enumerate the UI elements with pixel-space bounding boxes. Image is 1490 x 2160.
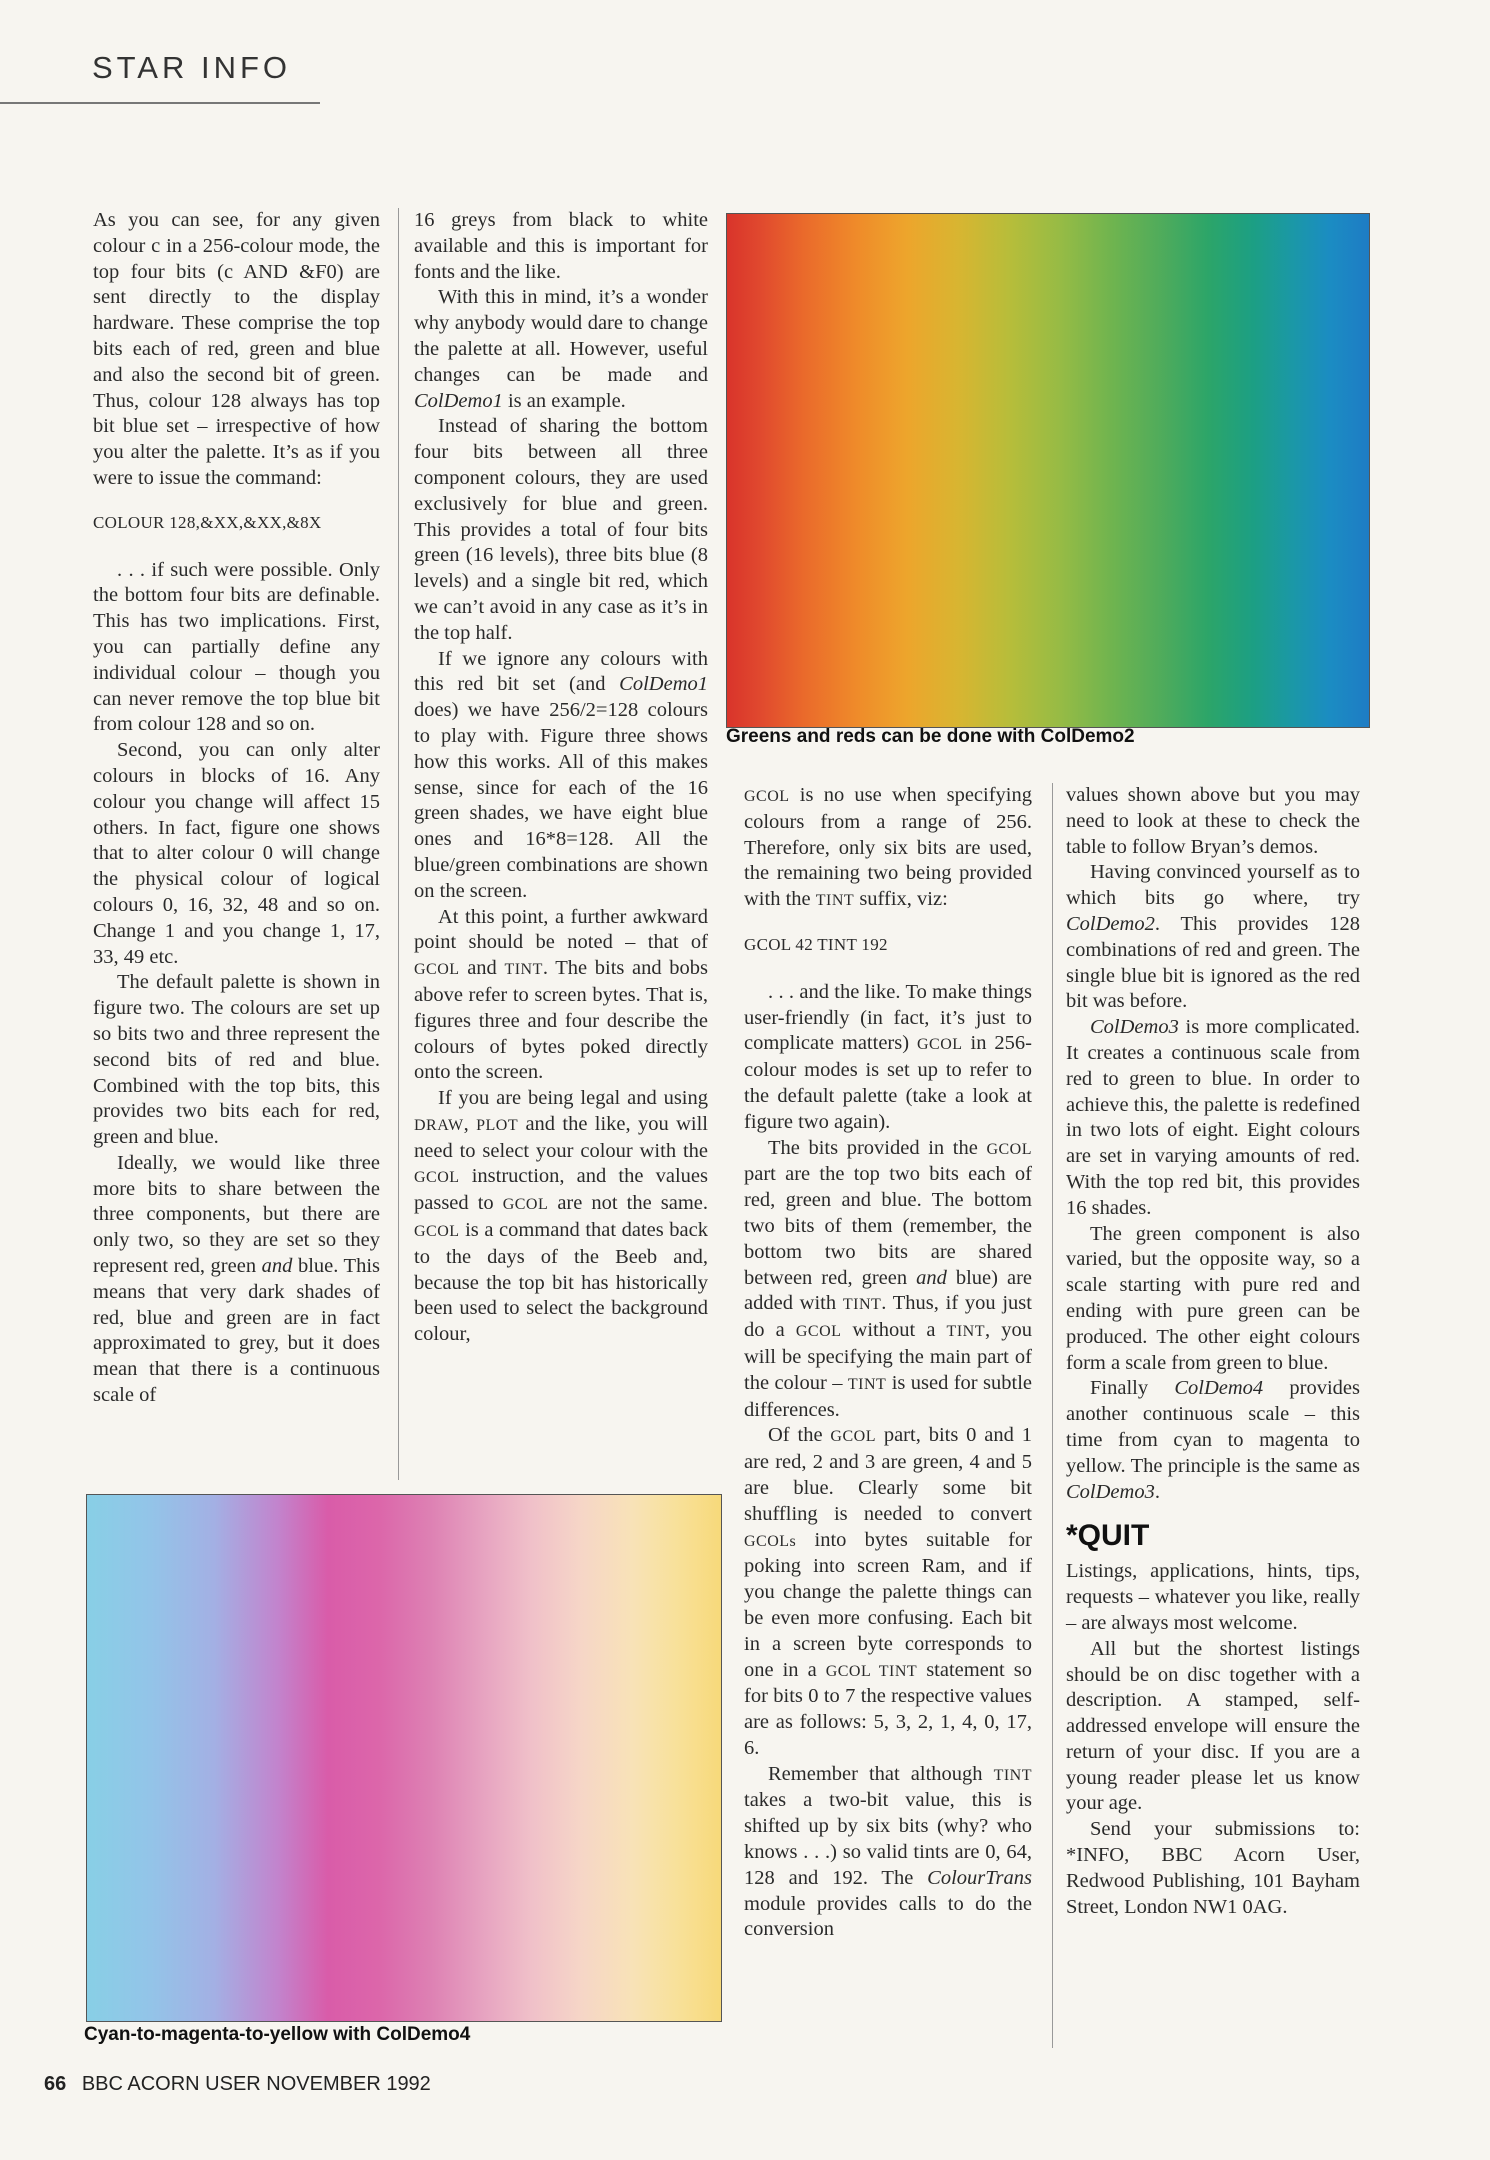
paragraph: If we ignore any colours with this red bit set (and ColDemo1 does) we have 256/2=128 colours to play with. Figure three shows how this works. All of this makes sense, since for each of the 16 green shades, we have eight blue ones and 16*8=128. All the blue/green combinations are shown on the screen. (414, 647, 708, 902)
code-line: COLOUR 128,&XX,&XX,&8X (93, 512, 322, 532)
paragraph: Remember that although TINT takes a two-bit value, this is shifted up by six bits (why? who knows . . .) so valid tints are 0, 64, 128 and 192. The ColourTrans module provides calls to do the conversion (744, 1762, 1032, 1941)
paragraph: ColDemo3 is more complicated. It creates a continuous scale from red to green to blue. In order to achieve this, the palette is redefined in two lots of eight. Eight colours are set in varying amounts of red. With the top red bit, this provides 16 shades. (1066, 1016, 1360, 1219)
paragraph: 16 greys from black to white available and this is important for fonts and the like. (414, 209, 708, 283)
publication-line: BBC ACORN USER NOVEMBER 1992 (81, 2073, 431, 2095)
paragraph: Finally ColDemo4 provides another continuous scale – this time from cyan to magenta to yellow. The principle is the same as ColDemo3. (1066, 1377, 1360, 1503)
paragraph: At this point, a further awkward point should be noted – that of GCOL and TINT. The bits and bobs above refer to screen bytes. That is, figures three and four describe the colours of bytes poked directly onto the screen. (414, 905, 708, 1084)
paragraph: Ideally, we would like three more bits to share between the three components, but there are only two, so they are set so they represent red, green and blue. This means that very dark shades of red, blue and green are in fact approximated to grey, but it does mean that there is a continuous scale of (93, 1151, 381, 1407)
paragraph: All but the shortest listings should be on disc together with a description. A stamped, self-addressed envelope will ensure the return of your disc. If you are a young reader please let us know your age. (1066, 1637, 1360, 1815)
paragraph: With this in mind, it’s a wonder why anybody would dare to change the palette at all. However, useful changes can be made and ColDemo1 is an example. (414, 286, 708, 412)
paragraph: Of the GCOL part, bits 0 and 1 are red, 2 and 3 are green, 4 and 5 are blue. Clearly some bit shuffling is needed to convert GCOLs into bytes suitable for poking into screen Ram, and if you change the palette things can be even more confusing. Each bit in a screen byte corresponds to one in a GCOL TINT statement so for bits 0 to 7 the respective values are as follows: 5, 3, 2, 1, 4, 0, 17, 6. (744, 1424, 1032, 1759)
section-title: STAR INFO (92, 50, 292, 85)
paragraph: Second, you can only alter colours in blocks of 16. Any colour you change will affect 15 others. In fact, figure one shows that to alter colour 0 will change the physical colour of logical colours 0, 16, 32, 48 and so on. Change 1 and you change 1, 17, 33, 49 etc. (93, 739, 380, 968)
page-footer (44, 2073, 431, 2096)
article-column-2 (414, 208, 708, 1348)
paragraph: values shown above but you may need to look at these to check the table to follow Bryan’s demos. (1066, 784, 1360, 858)
title-divider (0, 102, 320, 104)
paragraph: The green component is also varied, but the opposite way, so a scale starting with pure red and ending with pure green can be produced. The other eight colours form a scale from green to blue. (1066, 1222, 1360, 1374)
quit-heading: *QUIT (1066, 1519, 1150, 1553)
paragraph: . . . and the like. To make things user-friendly (in fact, it’s just to complicate matters) GCOL in 256-colour modes is set up to refer to the default palette (take a look at figure two again). (744, 980, 1032, 1133)
paragraph: The bits provided in the GCOL part are the top two bits each of red, green and blue. The bottom two bits of them (remember, the bottom two bits are shared between red, green and blue) are added with TINT. Thus, if you just do a GCOL without a TINT, you will be specifying the main part of the colour – TINT is used for subtle differences. (744, 1136, 1032, 1421)
paragraph: Send your submissions to: *INFO, BBC Acorn User, Redwood Publishing, 101 Bayham Street, London NW1 0AG. (1066, 1818, 1360, 1918)
code-line: GCOL 42 TINT 192 (744, 934, 888, 954)
cyan-magenta-yellow-gradient-figure (86, 1494, 722, 2022)
paragraph: The default palette is shown in figure two. The colours are set up so bits two and three represent the second bits of red and blue. Combined with the top bits, this provides two bits each for red, green and blue. (93, 971, 380, 1149)
page-number: 66 (44, 2073, 67, 2095)
paragraph: . . . if such were possible. Only the bottom four bits are definable. This has two implications. First, you can partially define any individual colour – though you can never remove the top blue bit from colour 128 and so on. (93, 558, 380, 736)
column-divider (398, 208, 399, 1480)
article-column-1 (93, 208, 380, 1409)
column-divider (1052, 783, 1053, 2048)
green-red-gradient-figure (726, 213, 1370, 728)
paragraph: If you are being legal and using DRAW, PLOT and the like, you will need to select your colour with the GCOL instruction, and the values passed to GCOL are not the same. GCOL is a command that dates back to the days of the Beeb and, because the top bit has historically been used to select the background colour, (414, 1087, 709, 1346)
paragraph: Having convinced yourself as to which bits go where, try ColDemo2. This provides 128 combinations of red and green. The single blue bit is ignored as the red bit was before. (1066, 861, 1360, 1013)
figure-caption-coldemo4: Cyan-to-magenta-to-yellow with ColDemo4 (84, 2024, 471, 2045)
paragraph: As you can see, for any given colour c in a 256-colour mode, the top four bits (c AND &F0) are sent directly to the display hardware. These comprise the top bits each of red, green and blue and also the second bit of green. Thus, colour 128 always has top bit blue set – irrespective of how you alter the palette. It’s as if you were to issue the command: (93, 209, 380, 489)
paragraph: Instead of sharing the bottom four bits between all three component colours, they are used exclusively for blue and green. This provides a total of four bits green (16 levels), three bits blue (8 levels) and a single bit red, which we can’t avoid in any case as it’s in the top half. (414, 415, 708, 644)
figure-caption-coldemo2: Greens and reds can be done with ColDemo2 (726, 726, 1135, 747)
paragraph: GCOL is no use when specifying colours from a range of 256. Therefore, only six bits are used, the remaining two being provided with the TINT suffix, viz: (744, 784, 1032, 911)
paragraph: Listings, applications, hints, tips, requests – whatever you like, really – are always most welcome. (1066, 1560, 1360, 1634)
article-column-3 (744, 783, 1032, 1943)
article-column-4 (1066, 783, 1360, 1920)
